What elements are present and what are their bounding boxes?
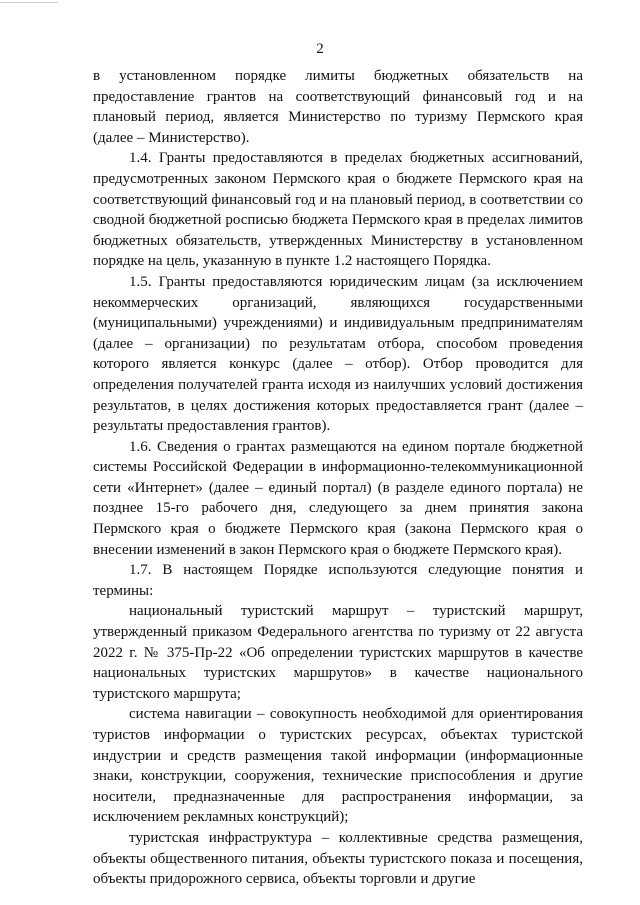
scan-edge-line: [0, 2, 58, 3]
paragraph-1-5: 1.5. Гранты предоставляются юридическим лицам (за исключением некоммерческих организаций, являющихся государственными (муниципальными) учреждениями) и индивидуальным предпринимателям (далее – организации) по результатам отбора, способом проведения которого является конкурс (далее – отбор). Отбор проводится для определения получателей гранта исходя из наилучших условий достижения результатов, в целях достижения которых предоставляется грант (далее – результаты предоставления грантов).: [93, 273, 583, 435]
paragraph-1-4: 1.4. Гранты предоставляются в пределах бюджетных ассигнований, предусмотренных законом Пермского края о бюджете Пермского края на соответствующий финансовый год и на плановый период, в соответствии со сводной бюджетной росписью бюджета Пермского края в пределах лимитов бюджетных обязательств, утвержденных Министерству в установленном порядке на цель, указанную в пункте 1.2 настоящего Порядка.: [93, 150, 583, 270]
page-number: 2: [316, 41, 324, 57]
document-body: [93, 66, 583, 890]
paragraph-continuation: в установленном порядке лимиты бюджетных обязательств на предоставление грантов на соответствующий финансовый год и на плановый период, является Министерство по туризму Пермского края (далее – Министерство).: [93, 68, 583, 146]
paragraph-1-7: 1.7. В настоящем Порядке используются следующие понятия и термины:: [93, 562, 583, 599]
term-tourist-infrastructure: туристская инфраструктура – коллективные средства размещения, объекты общественного питания, объекты туристского показа и посещения, объекты придорожного сервиса, объекты торговли и другие: [93, 829, 583, 888]
term-navigation-system: система навигации – совокупность необходимой для ориентирования туристов информации о туристских ресурсах, объектах туристской индустрии и средств размещения такой информации (информационные знаки, конструкции, сооружения, технические приспособления и другие носители, предназначенные для распространения информации, за исключением рекламных конструкций);: [93, 706, 583, 826]
paragraph-1-6: 1.6. Сведения о грантах размещаются на едином портале бюджетной системы Российской Федерации в информационно-телекоммуникационной сети «Интернет» (далее – единый портал) (в разделе единого портала) не позднее 15-го рабочего дня, следующего за днем принятия закона Пермского края о бюджете Пермского края (закона Пермского края о внесении изменений в закон Пермского края о бюджете Пермского края).: [93, 438, 583, 558]
term-national-route: национальный туристский маршрут – туристский маршрут, утвержденный приказом Федерального агентства по туризму от 22 августа 2022 г. № 375-Пр-22 «Об определении туристских маршрутов в качестве национальных туристских маршрутов» в качестве национального туристского маршрута;: [93, 603, 583, 702]
